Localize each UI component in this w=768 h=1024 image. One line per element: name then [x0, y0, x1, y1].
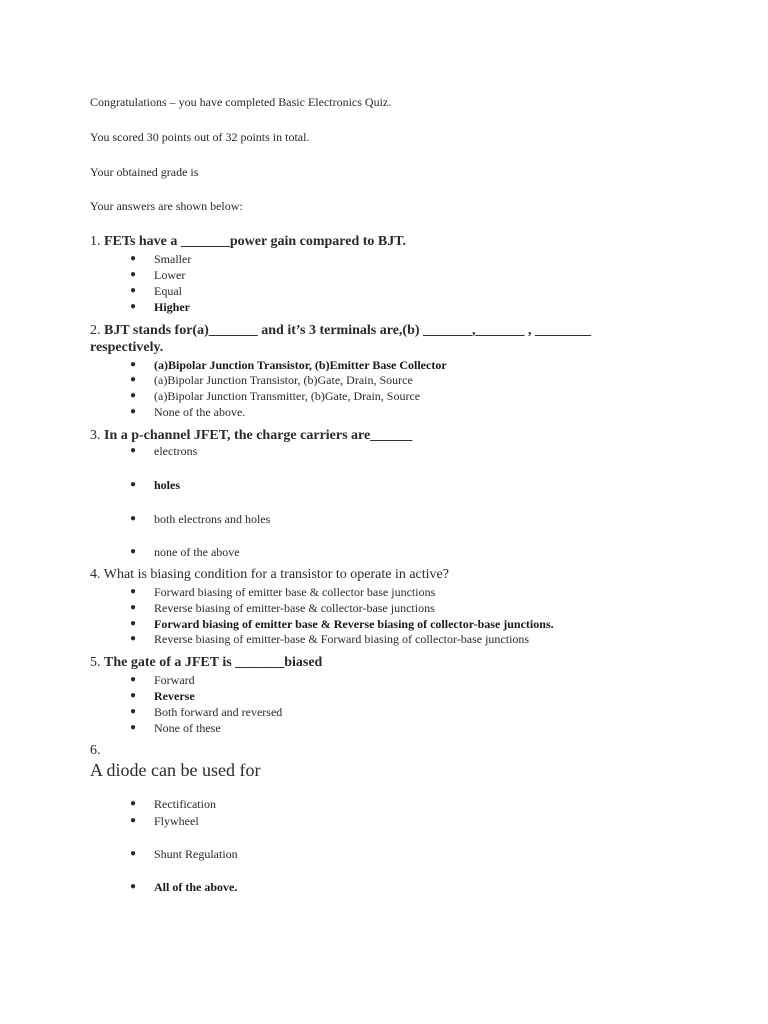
bullet-icon: ● [130, 602, 137, 613]
question-number: 3. [90, 428, 101, 443]
option-label: Forward biasing of emitter base & Reverse biasing of collector-base junctions. [154, 617, 554, 631]
question-2 [90, 322, 650, 356]
option-label: none of the above [154, 545, 240, 559]
option-label: None of these [154, 721, 221, 735]
option-label: Lower [154, 268, 186, 282]
option-label: Shunt Regulation [154, 847, 238, 861]
question-1 [90, 233, 406, 250]
option-label: Smaller [154, 252, 192, 266]
grade-text: Your obtained grade is [90, 165, 199, 179]
bullet-icon: ● [130, 374, 137, 385]
bullet-icon: ● [130, 390, 137, 401]
option-label: Forward biasing of emitter base & collector base junctions [154, 585, 436, 599]
question-text: BJT stands for(a)_______ and it’s 3 terminals are,(b) _______,_______ , ________ respectively. [90, 323, 592, 355]
bullet-icon: ● [130, 253, 137, 264]
question-number: 4. [90, 567, 101, 582]
question-number: 5. [90, 655, 101, 670]
option-label: (a)Bipolar Junction Transistor, (b)Emitter Base Collector [154, 358, 447, 372]
bullet-icon: ● [130, 479, 137, 490]
bullet-icon: ● [130, 618, 137, 629]
congrats-text: Congratulations – you have completed Basic Electronics Quiz. [90, 95, 392, 109]
option-label: Rectification [154, 797, 216, 811]
question-text: The gate of a JFET is _______biased [104, 655, 323, 670]
bullet-icon: ● [130, 359, 137, 370]
question-3 [90, 427, 412, 444]
option-label: holes [154, 478, 181, 492]
bullet-icon: ● [130, 881, 137, 892]
option-label: Reverse biasing of emitter-base & collector-base junctions [154, 601, 435, 615]
option-label: Both forward and reversed [154, 705, 283, 719]
question-6-text: A diode can be used for [90, 760, 261, 780]
bullet-icon: ● [130, 706, 137, 717]
bullet-icon: ● [130, 798, 137, 809]
question-number: 2. [90, 323, 101, 338]
option-label: (a)Bipolar Junction Transistor, (b)Gate, Drain, Source [154, 373, 413, 387]
bullet-icon: ● [130, 722, 137, 733]
bullet-icon: ● [130, 406, 137, 417]
bullet-icon: ● [130, 285, 137, 296]
bullet-icon: ● [130, 269, 137, 280]
option-label: both electrons and holes [154, 512, 271, 526]
question-6-number: 6. [90, 743, 101, 758]
option-label: (a)Bipolar Junction Transmitter, (b)Gate, Drain, Source [154, 389, 421, 403]
question-number: 1. [90, 234, 101, 249]
bullet-icon: ● [130, 848, 137, 859]
question-5 [90, 654, 322, 671]
option-label: Reverse biasing of emitter-base & Forward biasing of collector-base junctions [154, 632, 530, 646]
question-text: What is biasing condition for a transistor to operate in active? [103, 567, 449, 582]
bullet-icon: ● [130, 445, 137, 456]
option-label: Higher [154, 300, 190, 314]
question-4 [90, 566, 449, 583]
option-label: All of the above. [154, 880, 238, 894]
bullet-icon: ● [130, 513, 137, 524]
option-label: Equal [154, 284, 182, 298]
option-label: None of the above. [154, 405, 246, 419]
bullet-icon: ● [130, 586, 137, 597]
question-text: FETs have a _______power gain compared to BJT. [104, 234, 407, 249]
answers-heading: Your answers are shown below: [90, 199, 243, 213]
question-text: In a p-channel JFET, the charge carriers are______ [104, 428, 413, 443]
option-label: electrons [154, 444, 198, 458]
option-label: Forward [154, 673, 195, 687]
bullet-icon: ● [130, 674, 137, 685]
bullet-icon: ● [130, 301, 137, 312]
bullet-icon: ● [130, 546, 137, 557]
option-label: Reverse [154, 689, 195, 703]
bullet-icon: ● [130, 815, 137, 826]
score-text: You scored 30 points out of 32 points in total. [90, 130, 310, 144]
option-label: Flywheel [154, 814, 199, 828]
bullet-icon: ● [130, 633, 137, 644]
bullet-icon: ● [130, 690, 137, 701]
